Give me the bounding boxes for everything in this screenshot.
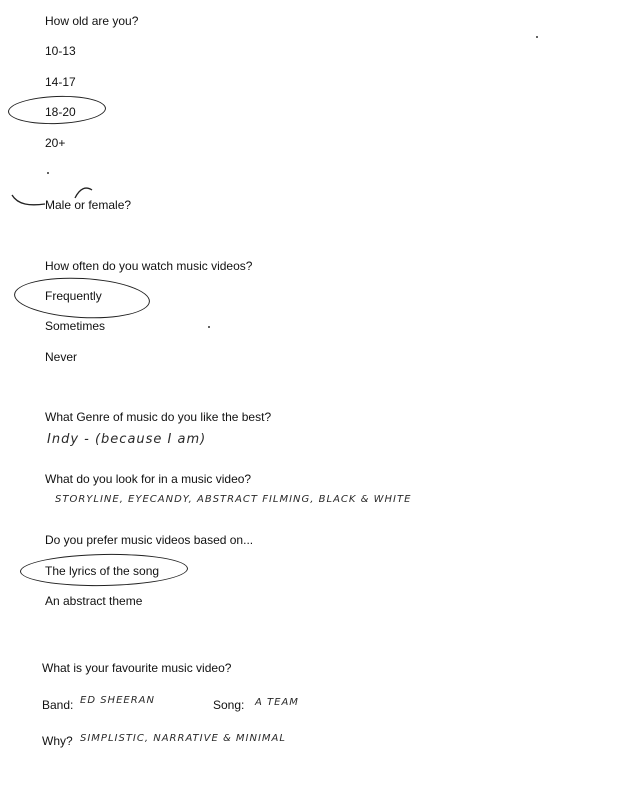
song-label: Song: (213, 698, 245, 712)
song-answer-handwritten: A TEAM (255, 697, 299, 708)
scan-speck (47, 172, 49, 174)
band-label: Band: (42, 698, 74, 712)
why-label: Why? (42, 734, 73, 748)
age-option-10-13[interactable]: 10-13 (45, 44, 76, 58)
prefer-option-lyrics[interactable]: The lyrics of the song (45, 564, 160, 578)
watch-option-sometimes[interactable]: Sometimes (45, 319, 106, 333)
band-answer-handwritten: ED SHEERAN (80, 695, 155, 706)
gender-pen-stroke (12, 188, 92, 205)
age-option-20-plus[interactable]: 20+ (45, 136, 66, 150)
question-favourite-video: What is your favourite music video? (42, 661, 232, 675)
question-gender: Male or female? (45, 198, 132, 212)
question-look-for: What do you look for in a music video? (45, 472, 252, 486)
question-prefer: Do you prefer music videos based on... (45, 533, 254, 547)
question-watch-frequency: How often do you watch music videos? (45, 259, 253, 273)
answer-look-for-handwritten: STORYLINE, EYECANDY, ABSTRACT FILMING, BLACK & WHITE (55, 494, 412, 505)
question-genre: What Genre of music do you like the best? (45, 410, 272, 424)
question-age: How old are you? (45, 14, 139, 28)
age-option-14-17[interactable]: 14-17 (45, 75, 76, 89)
scan-speck (536, 36, 538, 38)
answer-genre-handwritten: Indy - (because I am) (47, 432, 207, 447)
scan-speck (208, 326, 210, 328)
watch-option-never[interactable]: Never (45, 350, 78, 364)
why-answer-handwritten: SIMPLISTIC, NARRATIVE & MINIMAL (80, 733, 286, 744)
age-option-18-20[interactable]: 18-20 (45, 105, 76, 119)
prefer-option-abstract[interactable]: An abstract theme (45, 594, 143, 608)
watch-option-frequently[interactable]: Frequently (45, 289, 102, 303)
